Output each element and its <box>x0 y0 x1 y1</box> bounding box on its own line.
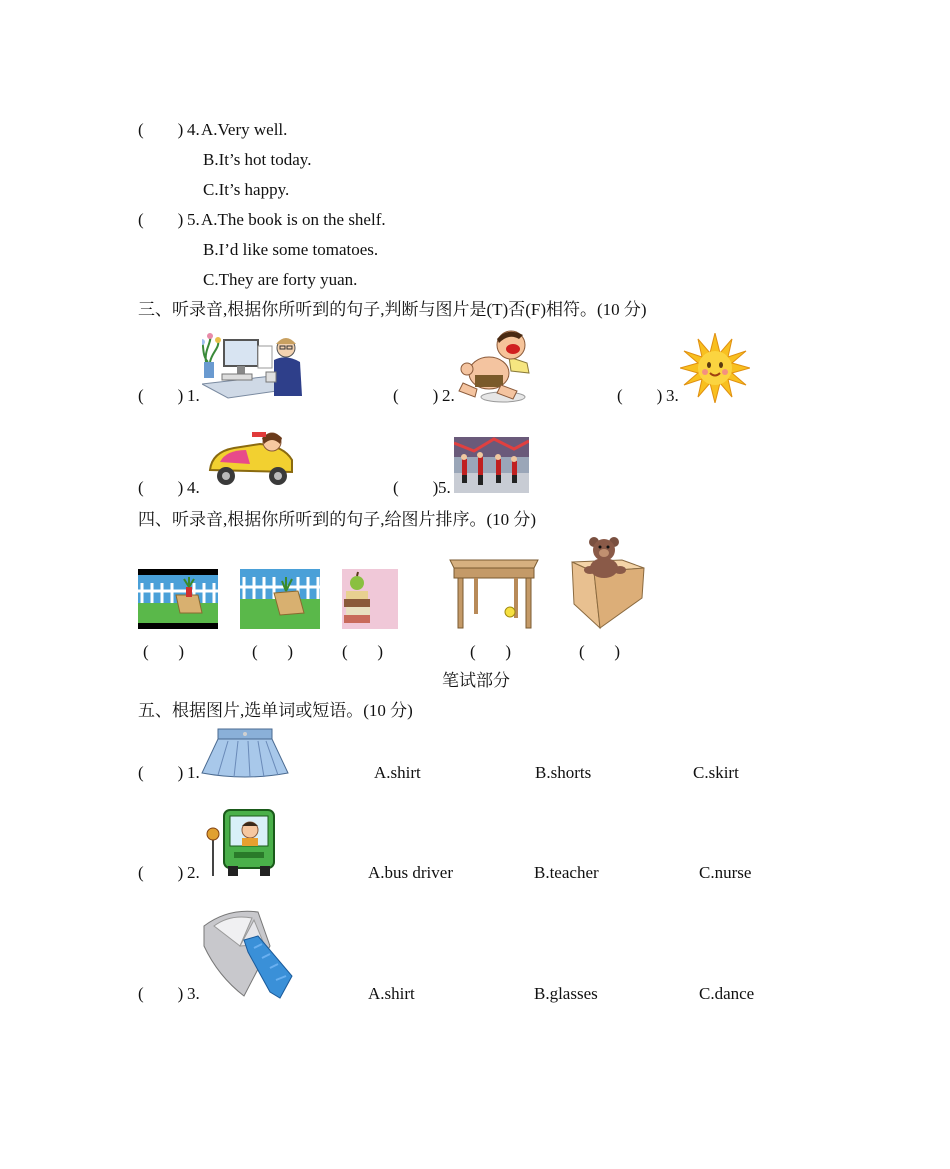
part5-item3-paren[interactable]: ( ) <box>138 984 184 1003</box>
part3-item2-number: 2. <box>442 386 455 405</box>
boy-overeating-icon <box>457 327 537 403</box>
part5-item2-number: 2. <box>187 863 200 882</box>
q5-option-a: A.The book is on the shelf. <box>201 210 386 229</box>
bus-driver-icon <box>202 808 278 878</box>
q5-option-c: C.They are forty yuan. <box>203 270 358 289</box>
q5-number: 5. <box>187 210 200 229</box>
part3-item1-paren[interactable]: ( ) <box>138 386 184 405</box>
sun-icon <box>680 333 750 403</box>
shirt-and-tie-icon <box>200 906 295 1002</box>
part5-item3-option-c[interactable]: C.dance <box>699 984 755 1003</box>
part5-item3-number: 3. <box>187 984 200 1003</box>
part5-item3-option-a[interactable]: A.shirt <box>368 984 415 1003</box>
part5-item2-option-b[interactable]: B.teacher <box>534 863 599 882</box>
apple-on-books-icon <box>342 569 398 629</box>
written-section-title: 笔试部分 <box>442 671 510 690</box>
q5-option-b: B.I’d like some tomatoes. <box>203 240 379 259</box>
box-in-garden-icon <box>240 569 320 629</box>
part5-item1-number: 1. <box>187 763 200 782</box>
ball-under-desk-icon <box>448 556 540 630</box>
q4-paren[interactable]: ( ) <box>138 120 184 139</box>
part5-item1-option-a[interactable]: A.shirt <box>374 763 421 782</box>
part3-title: 三、听录音,根据你所听到的句子,判断与图片是(T)否(F)相符。(10 分) <box>138 300 647 319</box>
part3-item4-number: 4. <box>187 478 200 497</box>
part3-item5-number: 5. <box>438 478 451 497</box>
part3-item2-paren[interactable]: ( ) <box>393 386 439 405</box>
part5-item3-option-b[interactable]: B.glasses <box>534 984 598 1003</box>
part4-paren-4[interactable]: ( ) <box>470 642 512 661</box>
part4-paren-3[interactable]: ( ) <box>342 642 384 661</box>
girl-in-car-icon <box>206 430 296 488</box>
part3-item1-number: 1. <box>187 386 200 405</box>
part5-item2-paren[interactable]: ( ) <box>138 863 184 882</box>
part4-paren-2[interactable]: ( ) <box>252 642 294 661</box>
part3-item4-paren[interactable]: ( ) <box>138 478 184 497</box>
part5-item1-option-b[interactable]: B.shorts <box>535 763 592 782</box>
people-dancing-photo-icon <box>454 437 529 493</box>
part4-paren-1[interactable]: ( ) <box>143 642 185 661</box>
office-worker-computer-icon <box>202 332 306 400</box>
part5-item2-option-a[interactable]: A.bus driver <box>368 863 453 882</box>
box-in-garden-dark-icon <box>138 569 218 629</box>
q4-option-b: B.It’s hot today. <box>203 150 312 169</box>
part4-paren-5[interactable]: ( ) <box>579 642 621 661</box>
part4-title: 四、听录音,根据你所听到的句子,给图片排序。(10 分) <box>138 510 537 529</box>
part5-item2-option-c[interactable]: C.nurse <box>699 863 752 882</box>
teddy-bear-on-box-icon <box>570 534 646 630</box>
part5-title: 五、根据图片,选单词或短语。(10 分) <box>138 701 413 720</box>
q5-paren[interactable]: ( ) <box>138 210 184 229</box>
q4-number: 4. <box>187 120 200 139</box>
part5-item1-option-c[interactable]: C.skirt <box>693 763 739 782</box>
part3-item5-paren[interactable]: ( ) <box>393 478 439 497</box>
part3-item3-number: 3. <box>666 386 679 405</box>
skirt-icon <box>200 727 290 781</box>
part3-item3-paren[interactable]: ( ) <box>617 386 663 405</box>
q4-option-a: A.Very well. <box>201 120 288 139</box>
q4-option-c: C.It’s happy. <box>203 180 290 199</box>
part5-item1-paren[interactable]: ( ) <box>138 763 184 782</box>
